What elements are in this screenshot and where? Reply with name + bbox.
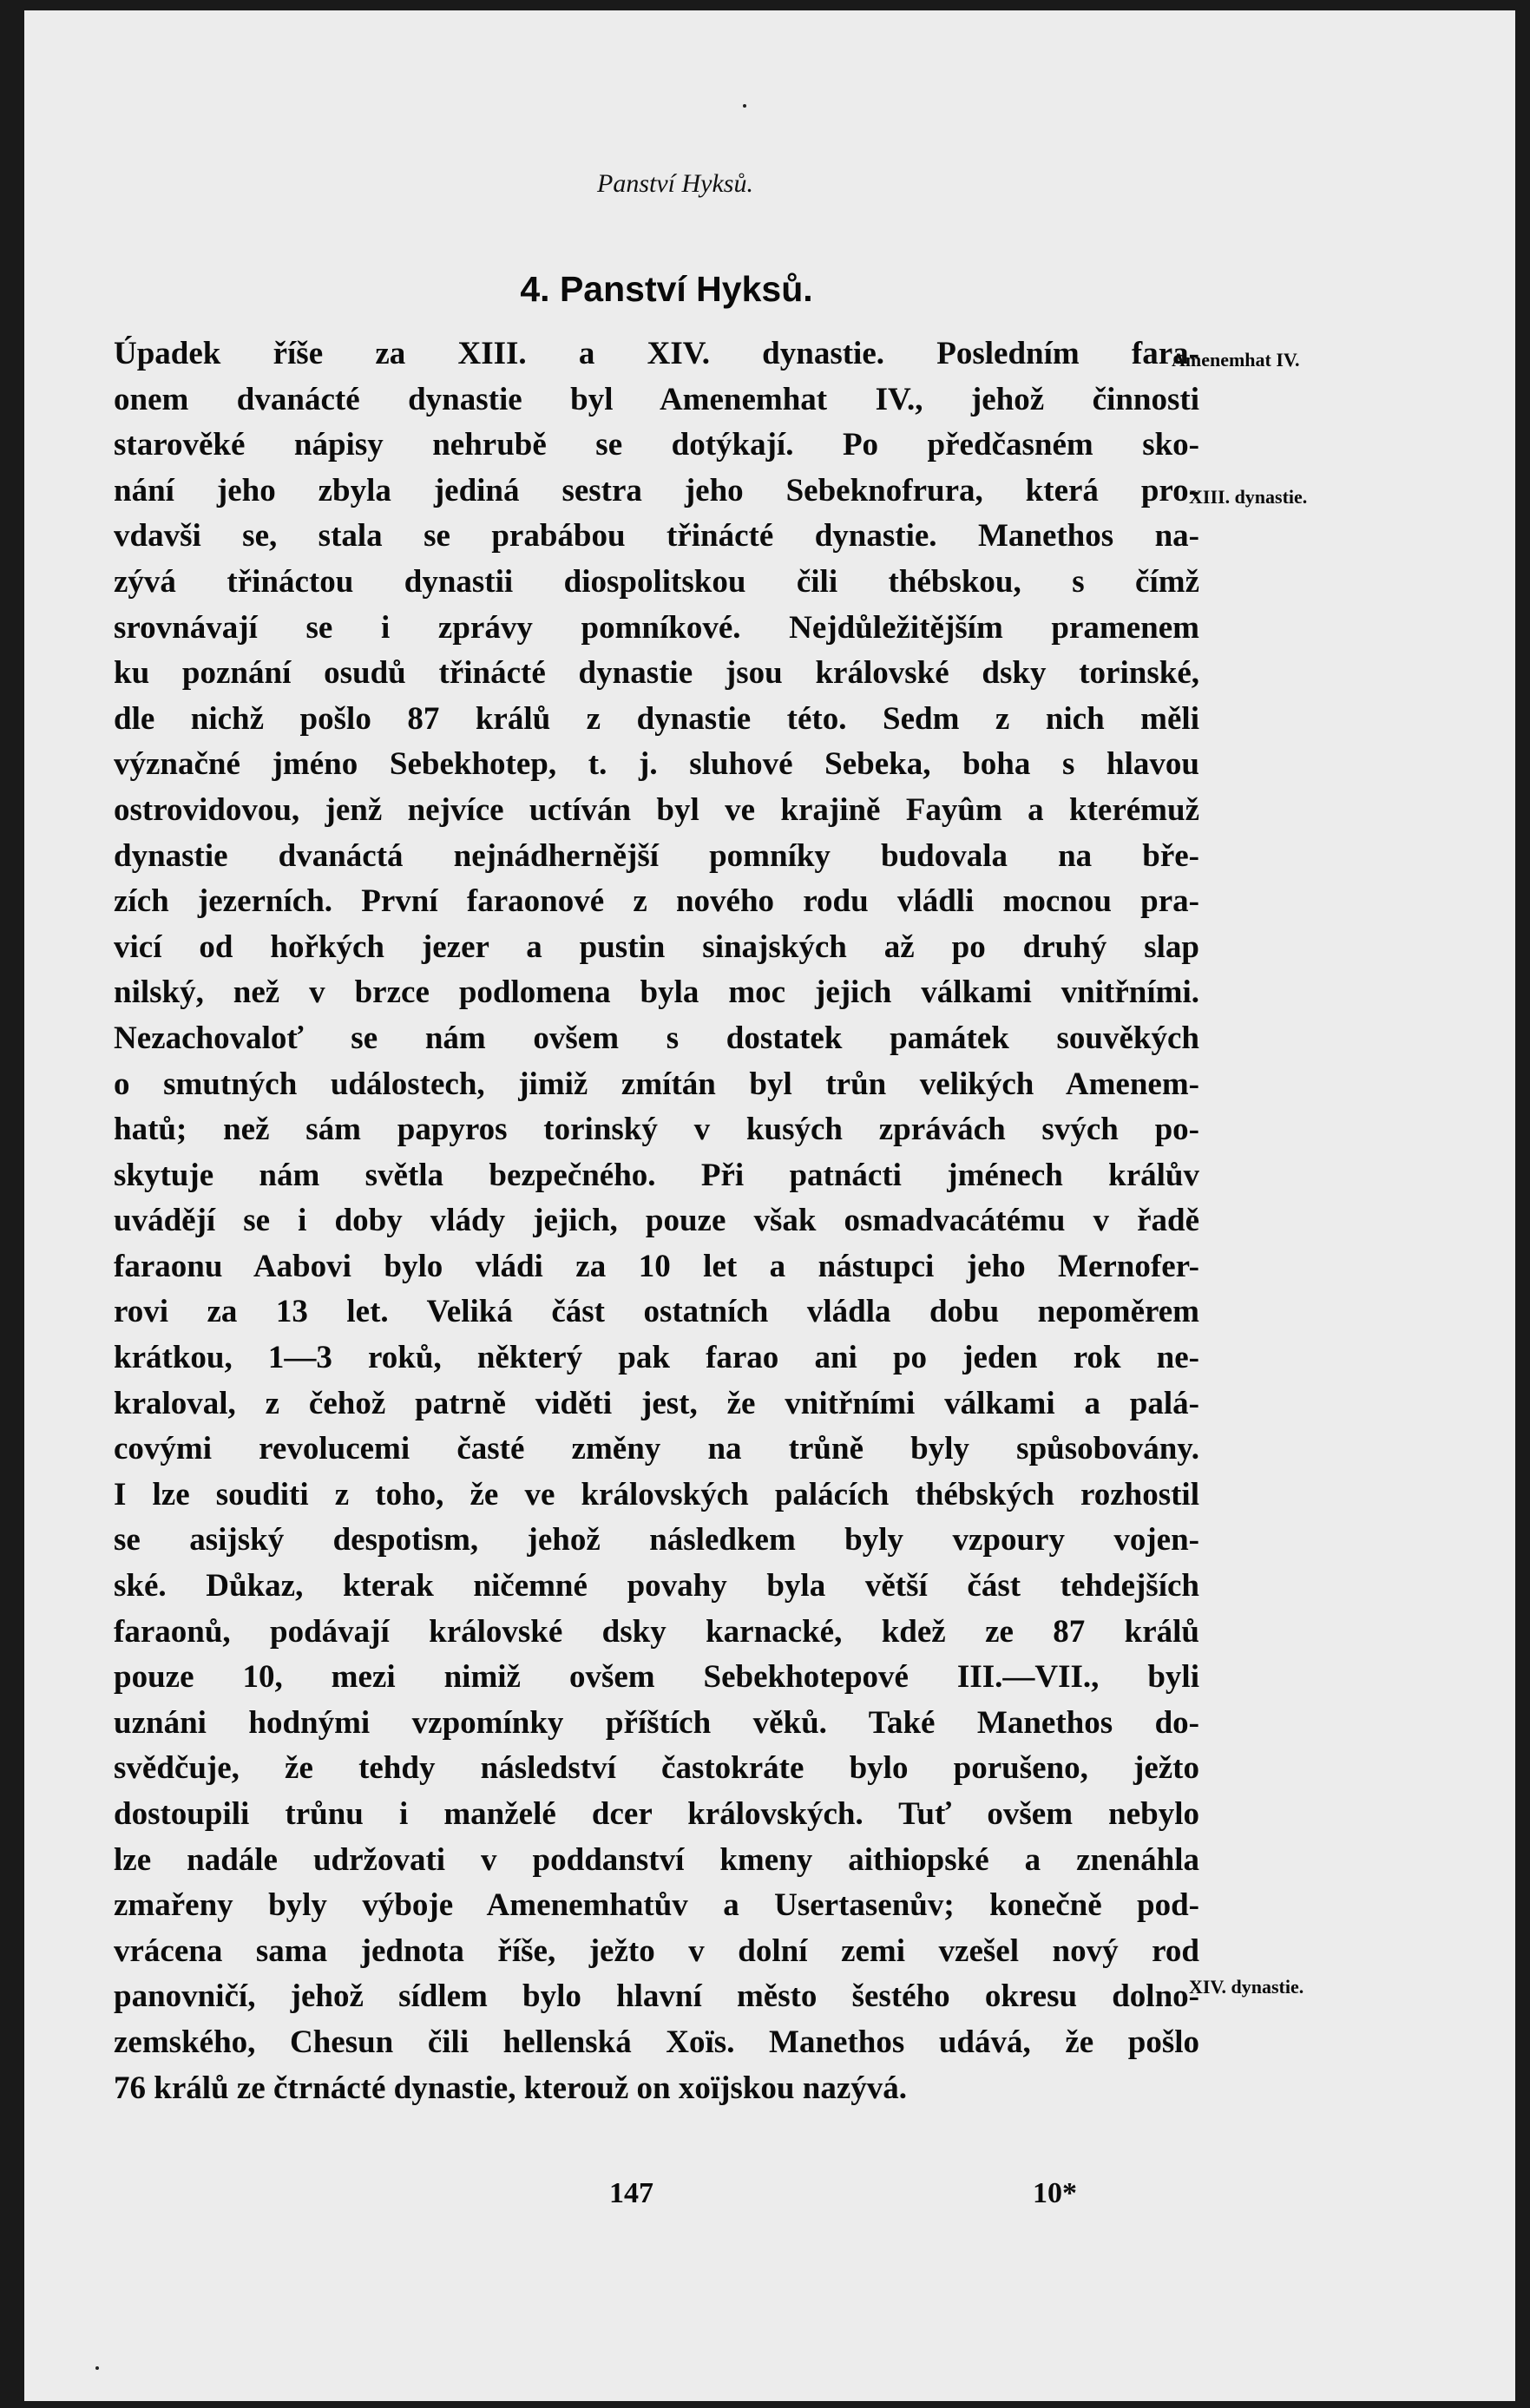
text-line: nání jeho zbyla jediná sestra jeho Sebeknofrura, která pro- [114, 472, 1199, 509]
text-line: ku poznání osudů třinácté dynastie jsou královské dsky torinské, [114, 655, 1199, 692]
chapter-title: 4. Panství Hyksů. [520, 269, 813, 309]
text-line: covými revolucemi časté změny na trůně byly spůsobovány. [114, 1431, 1199, 1467]
text-line: vrácena sama jednota říše, ježto v dolní zemi vzešel nový rod [114, 1932, 1199, 1969]
speck [743, 104, 746, 108]
text-line: onem dvanácté dynastie byl Amenemhat IV., jehož činnosti [114, 381, 1199, 417]
text-line: zemského, Chesun čili hellenská Xoïs. Manethos udává, že pošlo [114, 2024, 1199, 2060]
text-line: vicí od hořkých jezer a pustin sinajských až po druhý slap [114, 928, 1199, 965]
text-line: vdavši se, stala se prabábou třinácté dynastie. Manethos na- [114, 518, 1199, 554]
text-line: kraloval, z čehož patrně viděti jest, že vnitřními válkami a palá- [114, 1385, 1199, 1421]
text-line: panovničí, jehož sídlem bylo hlavní město šestého okresu dolno- [114, 1978, 1199, 2015]
text-line: dle nichž pošlo 87 králů z dynastie této. Sedm z nich měli [114, 700, 1199, 737]
page [24, 10, 1515, 2401]
text-line: rovi za 13 let. Veliká část ostatních vládla dobu nepoměrem [114, 1294, 1199, 1330]
printer-signature: 10* [1033, 2177, 1077, 2209]
text-line: ostrovidovou, jenž nejvíce uctíván byl ve krajině Fayûm a kterémuž [114, 791, 1199, 828]
text-line: 76 králů ze čtrnácté dynastie, kterouž on xoïjskou nazývá. [114, 2070, 907, 2106]
text-line: Nezachovaloť se nám ovšem s dostatek památek souvěkých [114, 1020, 1199, 1056]
text-line: ské. Důkaz, kterak ničemné povahy byla větší část tehdejších [114, 1568, 1199, 1604]
running-head: Panství Hyksů. [597, 169, 753, 198]
text-line: faraonu Aabovi bylo vládi za 10 let a nástupci jeho Mernofer- [114, 1248, 1199, 1284]
text-line: dostoupili trůnu i manželé dcer královských. Tuť ovšem nebylo [114, 1796, 1199, 1832]
margin-note-xiv-dynasty: XIV. dynastie. [1189, 1976, 1304, 1998]
text-line: uznáni hodnými vzpomínky příštích věků. Také Manethos do- [114, 1704, 1199, 1741]
text-line: dynastie dvanáctá nejnádhernější pomníky budovala na bře- [114, 837, 1199, 874]
text-line: se asijský despotism, jehož následkem byly vzpoury vojen- [114, 1522, 1199, 1558]
text-line: uvádějí se i doby vlády jejich, pouze však osmadvacátému v řadě [114, 1203, 1199, 1239]
text-line: I lze souditi z toho, že ve královských palácích thébských rozhostil [114, 1476, 1199, 1512]
text-line: zmařeny byly výboje Amenemhatův a Usertasenův; konečně pod- [114, 1887, 1199, 1924]
text-line: pouze 10, mezi nimiž ovšem Sebekhotepové III.—VII., byli [114, 1659, 1199, 1696]
page-number: 147 [609, 2177, 653, 2209]
speck [95, 2366, 99, 2370]
text-line: lze nadále udržovati v poddanství kmeny aithiopské a znenáhla [114, 1841, 1199, 1878]
text-line: zývá třináctou dynastii diospolitskou čili thébskou, s čímž [114, 563, 1199, 600]
body-text [114, 331, 1199, 2111]
text-line: Úpadek říše za XIII. a XIV. dynastie. Posledním fara- [114, 336, 1199, 371]
text-line: krátkou, 1—3 roků, některý pak farao ani po jeden rok ne- [114, 1340, 1199, 1376]
text-line: nilský, než v brzce podlomena byla moc jejich válkami vnitřními. [114, 974, 1199, 1011]
margin-note-xiii-dynasty: XIII. dynastie. [1189, 486, 1308, 508]
text-line: o smutných událostech, jimiž zmítán byl trůn velikých Amenem- [114, 1066, 1199, 1102]
margin-note-amenemhat: Amenemhat IV. [1172, 349, 1300, 371]
text-line: zích jezerních. První faraonové z nového rodu vládli mocnou pra- [114, 883, 1199, 920]
text-line: faraonů, podávají královské dsky karnacké, kdež ze 87 králů [114, 1613, 1199, 1650]
text-line: skytuje nám světla bezpečného. Při patnácti jménech králův [114, 1157, 1199, 1193]
text-line: hatů; než sám papyros torinský v kusých zprávách svých po- [114, 1112, 1199, 1148]
text-line: srovnávají se i zprávy pomníkové. Nejdůležitějším pramenem [114, 609, 1199, 646]
text-line: svědčuje, že tehdy následství častokráte bylo porušeno, ježto [114, 1750, 1199, 1787]
text-line: starověké nápisy nehrubě se dotýkají. Po předčasném sko- [114, 427, 1199, 463]
text-line: význačné jméno Sebekhotep, t. j. sluhové Sebeka, boha s hlavou [114, 746, 1199, 783]
